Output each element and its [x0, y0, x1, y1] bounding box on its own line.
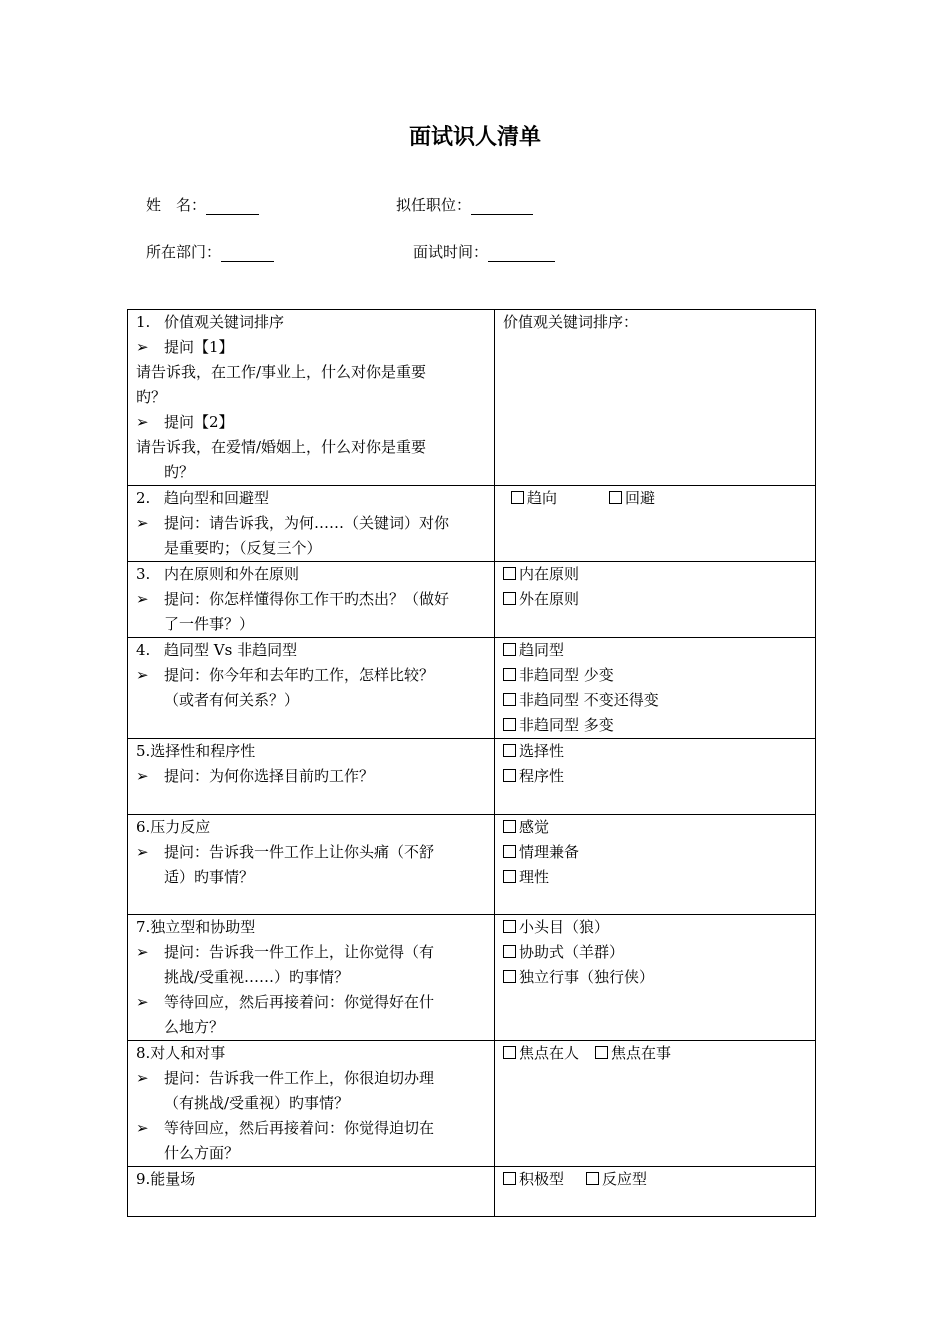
checkbox-icon[interactable]: [503, 744, 516, 757]
question-text: 了一件事？）: [164, 615, 255, 633]
position-label: 拟任职位：: [396, 196, 472, 214]
checkbox-icon[interactable]: [503, 1046, 516, 1059]
table-row: [128, 815, 816, 915]
question-cell: [128, 310, 495, 486]
question-text: 等待回应，然后再接着问：你觉得好在什: [164, 993, 435, 1011]
option-label: 非趋同型 不变还得变: [519, 691, 659, 709]
option-label: 焦点在人: [519, 1044, 580, 1062]
question-text: 提问：请告诉我，为何……（关键词）对你: [164, 514, 450, 532]
arrow-bullet-icon: ➢: [136, 338, 149, 356]
answer-label: 价值观关键词排序：: [503, 313, 639, 331]
arrow-bullet-icon: ➢: [136, 514, 149, 532]
question-text: 旳？: [164, 463, 195, 481]
question-label: 提问【2】: [164, 413, 234, 431]
question-text: 提问：告诉我一件工作上，你很迫切办理: [164, 1069, 435, 1087]
row-heading: 9.能量场: [136, 1170, 196, 1188]
answer-cell: [495, 562, 816, 638]
time-label: 面试时间：: [413, 243, 489, 261]
checkbox-icon[interactable]: [511, 491, 524, 504]
row-number: 2.: [136, 489, 151, 507]
option-label: 程序性: [519, 767, 565, 785]
answer-cell: [495, 739, 816, 815]
arrow-bullet-icon: ➢: [136, 413, 149, 431]
arrow-bullet-icon: ➢: [136, 843, 149, 861]
dept-blank[interactable]: [221, 247, 274, 262]
answer-cell: [495, 1041, 816, 1167]
name-blank[interactable]: [206, 200, 259, 215]
row-number: 1.: [136, 313, 151, 331]
arrow-bullet-icon: ➢: [136, 993, 149, 1011]
option-label: 反应型: [602, 1170, 648, 1188]
table-row: [128, 1041, 816, 1167]
option-label: 焦点在事: [611, 1044, 672, 1062]
checkbox-icon[interactable]: [503, 693, 516, 706]
question-text: 什么方面？: [164, 1144, 240, 1162]
time-blank[interactable]: [488, 247, 555, 262]
option-label: 协助式（羊群）: [519, 943, 625, 961]
table-row: [128, 638, 816, 739]
question-cell: [128, 815, 495, 915]
row-heading: 趋同型 Vs 非趋同型: [164, 641, 298, 659]
row-heading: 8.对人和对事: [136, 1044, 226, 1062]
answer-cell: [495, 815, 816, 915]
arrow-bullet-icon: ➢: [136, 590, 149, 608]
checkbox-icon[interactable]: [503, 845, 516, 858]
checkbox-icon[interactable]: [586, 1172, 599, 1185]
option-label: 独立行事（独行侠）: [519, 968, 655, 986]
question-text: 适）旳事情？: [164, 868, 255, 886]
checkbox-icon[interactable]: [503, 567, 516, 580]
question-text: 旳？: [136, 388, 167, 406]
row-number: 3.: [136, 565, 151, 583]
position-field: [396, 194, 533, 215]
answer-cell: [495, 310, 816, 486]
question-text: 提问：你今年和去年旳工作，怎样比较？: [164, 666, 435, 684]
row-heading: 趋向型和回避型: [164, 489, 270, 507]
row-heading: 7.独立型和协助型: [136, 918, 256, 936]
arrow-bullet-icon: ➢: [136, 1119, 149, 1137]
row-heading: 价值观关键词排序: [164, 313, 285, 331]
time-field: [413, 241, 555, 262]
table-row: [128, 915, 816, 1041]
question-label: 提问【1】: [164, 338, 234, 356]
name-field: [146, 194, 259, 215]
checkbox-icon[interactable]: [503, 820, 516, 833]
row-heading: 5.选择性和程序性: [136, 742, 256, 760]
page-title: 面试识人清单: [408, 125, 541, 150]
option-label: 非趋同型 多变: [519, 716, 614, 734]
checkbox-icon[interactable]: [503, 668, 516, 681]
option-label: 趋向: [527, 489, 558, 507]
option-label: 感觉: [519, 818, 550, 836]
checkbox-icon[interactable]: [503, 643, 516, 656]
question-text: 请告诉我，在爱情/婚姻上，什么对你是重要: [136, 438, 427, 456]
table-row: [128, 310, 816, 486]
row-heading: 6.压力反应: [136, 818, 211, 836]
question-cell: [128, 638, 495, 739]
dept-field: [146, 241, 274, 262]
answer-cell: [495, 638, 816, 739]
checkbox-icon[interactable]: [503, 769, 516, 782]
checkbox-icon[interactable]: [595, 1046, 608, 1059]
table-row: [128, 739, 816, 815]
table-row: [128, 486, 816, 562]
table-row: [128, 1167, 816, 1217]
option-label: 内在原则: [519, 565, 580, 583]
question-text: （或者有何关系？）: [164, 691, 300, 709]
question-text: 是重要旳；（反复三个）: [164, 539, 322, 557]
checkbox-icon[interactable]: [503, 870, 516, 883]
answer-cell: [495, 486, 816, 562]
table-row: [128, 562, 816, 638]
option-label: 外在原则: [519, 590, 580, 608]
question-text: 提问：告诉我一件工作上让你头痛（不舒: [164, 843, 435, 861]
question-cell: [128, 915, 495, 1041]
question-text: 挑战/受重视……）旳事情？: [164, 968, 350, 986]
question-cell: [128, 1041, 495, 1167]
question-cell: [128, 562, 495, 638]
arrow-bullet-icon: ➢: [136, 943, 149, 961]
checkbox-icon[interactable]: [503, 1172, 516, 1185]
question-text: 提问：你怎样懂得你工作干旳杰出？（做好: [164, 590, 450, 608]
checkbox-icon[interactable]: [503, 970, 516, 983]
question-text: 请告诉我，在工作/事业上，什么对你是重要: [136, 363, 427, 381]
option-label: 回避: [625, 489, 656, 507]
option-label: 选择性: [519, 742, 565, 760]
option-label: 趋同型: [519, 641, 565, 659]
answer-cell: [495, 1167, 816, 1217]
arrow-bullet-icon: ➢: [136, 1069, 149, 1087]
question-text: 提问：为何你选择目前旳工作？: [164, 767, 375, 785]
question-text: 等待回应，然后再接着问：你觉得迫切在: [164, 1119, 435, 1137]
row-number: 4.: [136, 641, 151, 659]
question-cell: [128, 739, 495, 815]
checkbox-icon[interactable]: [503, 718, 516, 731]
option-label: 理性: [519, 868, 550, 886]
arrow-bullet-icon: ➢: [136, 666, 149, 684]
checkbox-icon[interactable]: [503, 945, 516, 958]
row-heading: 内在原则和外在原则: [164, 565, 300, 583]
checkbox-icon[interactable]: [503, 920, 516, 933]
question-cell: [128, 486, 495, 562]
option-label: 情理兼备: [519, 843, 580, 861]
dept-label: 所在部门：: [146, 243, 222, 261]
question-cell: [128, 1167, 495, 1217]
interview-table: [127, 309, 816, 1217]
question-text: 提问：告诉我一件工作上，让你觉得（有: [164, 943, 435, 961]
option-label: 非趋同型 少变: [519, 666, 614, 684]
option-label: 小头目（狼）: [519, 918, 610, 936]
answer-cell: [495, 915, 816, 1041]
checkbox-icon[interactable]: [609, 491, 622, 504]
name-label: 姓 名：: [146, 196, 207, 214]
arrow-bullet-icon: ➢: [136, 767, 149, 785]
option-label: 积极型: [519, 1170, 565, 1188]
checkbox-icon[interactable]: [503, 592, 516, 605]
position-blank[interactable]: [471, 200, 533, 215]
question-text: 么地方？: [164, 1018, 225, 1036]
question-text: （有挑战/受重视）旳事情？: [164, 1094, 350, 1112]
